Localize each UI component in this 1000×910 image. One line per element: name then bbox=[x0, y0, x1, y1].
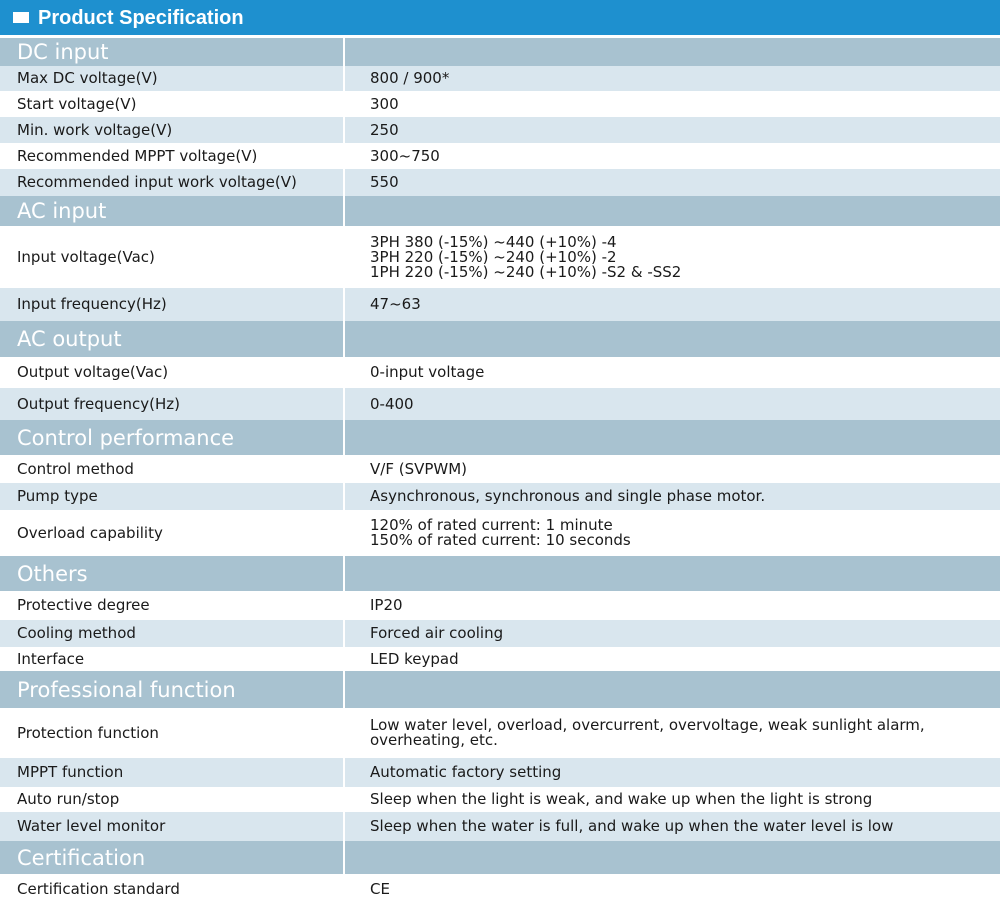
spec-row bbox=[0, 117, 1000, 143]
spec-label: Auto run/stop bbox=[17, 790, 120, 808]
spec-row bbox=[0, 591, 1000, 620]
spec-value-cell bbox=[345, 620, 1000, 647]
spec-value-line: CE bbox=[370, 879, 390, 898]
spec-value-line: Forced air cooling bbox=[370, 624, 504, 642]
section-title-cell bbox=[0, 671, 343, 708]
spec-label-cell bbox=[0, 874, 343, 904]
spec-row bbox=[0, 483, 1000, 510]
section-spacer-cell bbox=[345, 420, 1000, 455]
spec-row bbox=[0, 388, 1000, 420]
spec-value-cell bbox=[345, 708, 1000, 758]
spec-value-cell bbox=[345, 117, 1000, 143]
section-header-row bbox=[0, 321, 1000, 357]
spec-value-line: 47~63 bbox=[370, 295, 421, 313]
spec-label: Min. work voltage(V) bbox=[17, 120, 173, 139]
spec-value-line: LED keypad bbox=[370, 649, 459, 668]
spec-value-cell bbox=[345, 169, 1000, 196]
spec-label-cell bbox=[0, 66, 343, 91]
section-title: Certification bbox=[17, 845, 146, 870]
spec-label-cell bbox=[0, 226, 343, 288]
spec-value-cell bbox=[345, 758, 1000, 787]
spec-label: Output voltage(Vac) bbox=[17, 363, 169, 381]
spec-label: Max DC voltage(V) bbox=[17, 69, 158, 87]
spec-value-line: 3PH 380 (-15%) ~440 (+10%) -4 bbox=[370, 232, 617, 251]
spec-row bbox=[0, 874, 1000, 904]
page-title: Product Specification bbox=[38, 7, 244, 29]
spec-label: Overload capability bbox=[17, 523, 163, 542]
spec-value-line: 800 / 900* bbox=[370, 69, 450, 87]
spec-value-line: overheating, etc. bbox=[370, 731, 498, 749]
spec-value-cell bbox=[345, 787, 1000, 812]
spec-label: Output frequency(Hz) bbox=[17, 394, 180, 413]
spec-value-line: IP20 bbox=[370, 596, 403, 614]
spec-label: Pump type bbox=[17, 487, 98, 505]
spec-row bbox=[0, 812, 1000, 841]
spec-label-cell bbox=[0, 510, 343, 556]
spec-row bbox=[0, 787, 1000, 812]
spec-label-cell bbox=[0, 91, 343, 117]
spec-row bbox=[0, 143, 1000, 169]
spec-row bbox=[0, 708, 1000, 758]
spec-label-cell bbox=[0, 357, 343, 388]
spec-label-cell bbox=[0, 143, 343, 169]
section-title: DC input bbox=[17, 40, 109, 64]
spec-label-cell bbox=[0, 647, 343, 671]
spec-label: Recommended MPPT voltage(V) bbox=[17, 146, 258, 165]
section-title-cell bbox=[0, 420, 343, 455]
spec-value-cell bbox=[345, 483, 1000, 510]
spec-value-cell bbox=[345, 91, 1000, 117]
spec-value-cell bbox=[345, 510, 1000, 556]
spec-value-cell bbox=[345, 647, 1000, 671]
spec-value-cell bbox=[345, 455, 1000, 483]
spec-label: Start voltage(V) bbox=[17, 94, 137, 113]
spec-row bbox=[0, 647, 1000, 671]
spec-label: Input voltage(Vac) bbox=[17, 247, 155, 266]
spec-label-cell bbox=[0, 812, 343, 841]
square-bullet-icon bbox=[13, 12, 29, 23]
spec-value-line: 0-input voltage bbox=[370, 363, 485, 381]
spec-row bbox=[0, 357, 1000, 388]
spec-value-line: 300 bbox=[370, 94, 399, 113]
section-spacer-cell bbox=[345, 841, 1000, 874]
spec-row bbox=[0, 169, 1000, 196]
spec-label: Control method bbox=[17, 459, 134, 478]
spec-row bbox=[0, 758, 1000, 787]
section-title-cell bbox=[0, 38, 343, 66]
spec-label-cell bbox=[0, 483, 343, 510]
spec-label: Recommended input work voltage(V) bbox=[17, 173, 297, 191]
spec-label: Protective degree bbox=[17, 596, 150, 614]
spec-label: Interface bbox=[17, 649, 85, 668]
spec-value-line: 0-400 bbox=[370, 394, 414, 413]
spec-label-cell bbox=[0, 758, 343, 787]
spec-value-cell bbox=[345, 357, 1000, 388]
spec-label: Protection function bbox=[17, 723, 159, 742]
spec-value-cell bbox=[345, 812, 1000, 841]
spec-value-cell bbox=[345, 288, 1000, 321]
spec-value-cell bbox=[345, 226, 1000, 288]
spec-row bbox=[0, 226, 1000, 288]
section-title: AC output bbox=[17, 327, 122, 351]
spec-value-line: V/F (SVPWM) bbox=[370, 459, 468, 478]
spec-value-line: Low water level, overload, overcurrent, overvoltage, weak sunlight alarm, bbox=[370, 716, 925, 734]
spec-row bbox=[0, 455, 1000, 483]
spec-value-line: Asynchronous, synchronous and single phase motor. bbox=[370, 487, 766, 505]
spec-row bbox=[0, 510, 1000, 556]
spec-value-line: 300~750 bbox=[370, 146, 440, 165]
section-title: AC input bbox=[17, 199, 107, 223]
section-title-cell bbox=[0, 196, 343, 226]
spec-row bbox=[0, 288, 1000, 321]
spec-label: MPPT function bbox=[17, 763, 124, 781]
spec-row bbox=[0, 91, 1000, 117]
section-title: Others bbox=[17, 561, 88, 586]
spec-value-line: Automatic factory setting bbox=[370, 763, 562, 781]
section-title: Professional function bbox=[17, 677, 236, 702]
spec-label: Input frequency(Hz) bbox=[17, 295, 167, 313]
spec-value-line: 150% of rated current: 10 seconds bbox=[370, 531, 631, 549]
section-title-cell bbox=[0, 841, 343, 874]
section-spacer-cell bbox=[345, 196, 1000, 226]
section-header-row bbox=[0, 671, 1000, 708]
section-title-cell bbox=[0, 321, 343, 357]
spec-value-line: 3PH 220 (-15%) ~240 (+10%) -2 bbox=[370, 247, 617, 266]
spec-label-cell bbox=[0, 455, 343, 483]
spec-label: Cooling method bbox=[17, 624, 136, 642]
section-header-row bbox=[0, 556, 1000, 591]
spec-value-line: Sleep when the light is weak, and wake up when the light is strong bbox=[370, 790, 873, 808]
spec-value-line: 1PH 220 (-15%) ~240 (+10%) -S2 & -SS2 bbox=[370, 262, 682, 281]
section-header-row bbox=[0, 38, 1000, 66]
spec-label-cell bbox=[0, 288, 343, 321]
section-spacer-cell bbox=[345, 321, 1000, 357]
spec-value-cell bbox=[345, 388, 1000, 420]
spec-label-cell bbox=[0, 787, 343, 812]
section-header-row bbox=[0, 196, 1000, 226]
spec-label: Certification standard bbox=[17, 879, 180, 898]
spec-value-cell bbox=[345, 591, 1000, 620]
spec-label-cell bbox=[0, 388, 343, 420]
section-title-cell bbox=[0, 556, 343, 591]
spec-row bbox=[0, 620, 1000, 647]
spec-label-cell bbox=[0, 708, 343, 758]
section-title: Control performance bbox=[17, 425, 235, 450]
spec-label-cell bbox=[0, 169, 343, 196]
spec-value-line: 550 bbox=[370, 173, 399, 191]
spec-row bbox=[0, 66, 1000, 91]
spec-label-cell bbox=[0, 117, 343, 143]
spec-header bbox=[0, 0, 1000, 35]
section-header-row bbox=[0, 420, 1000, 455]
section-spacer-cell bbox=[345, 556, 1000, 591]
spec-value-cell bbox=[345, 143, 1000, 169]
spec-value-cell bbox=[345, 66, 1000, 91]
spec-label-cell bbox=[0, 591, 343, 620]
section-spacer-cell bbox=[345, 38, 1000, 66]
spec-value-line: Sleep when the water is full, and wake up when the water level is low bbox=[370, 817, 894, 835]
spec-label: Water level monitor bbox=[17, 817, 166, 835]
spec-value-line: 250 bbox=[370, 120, 399, 139]
spec-value-cell bbox=[345, 874, 1000, 904]
section-header-row bbox=[0, 841, 1000, 874]
spec-value-line: 120% of rated current: 1 minute bbox=[370, 516, 613, 534]
section-spacer-cell bbox=[345, 671, 1000, 708]
spec-label-cell bbox=[0, 620, 343, 647]
